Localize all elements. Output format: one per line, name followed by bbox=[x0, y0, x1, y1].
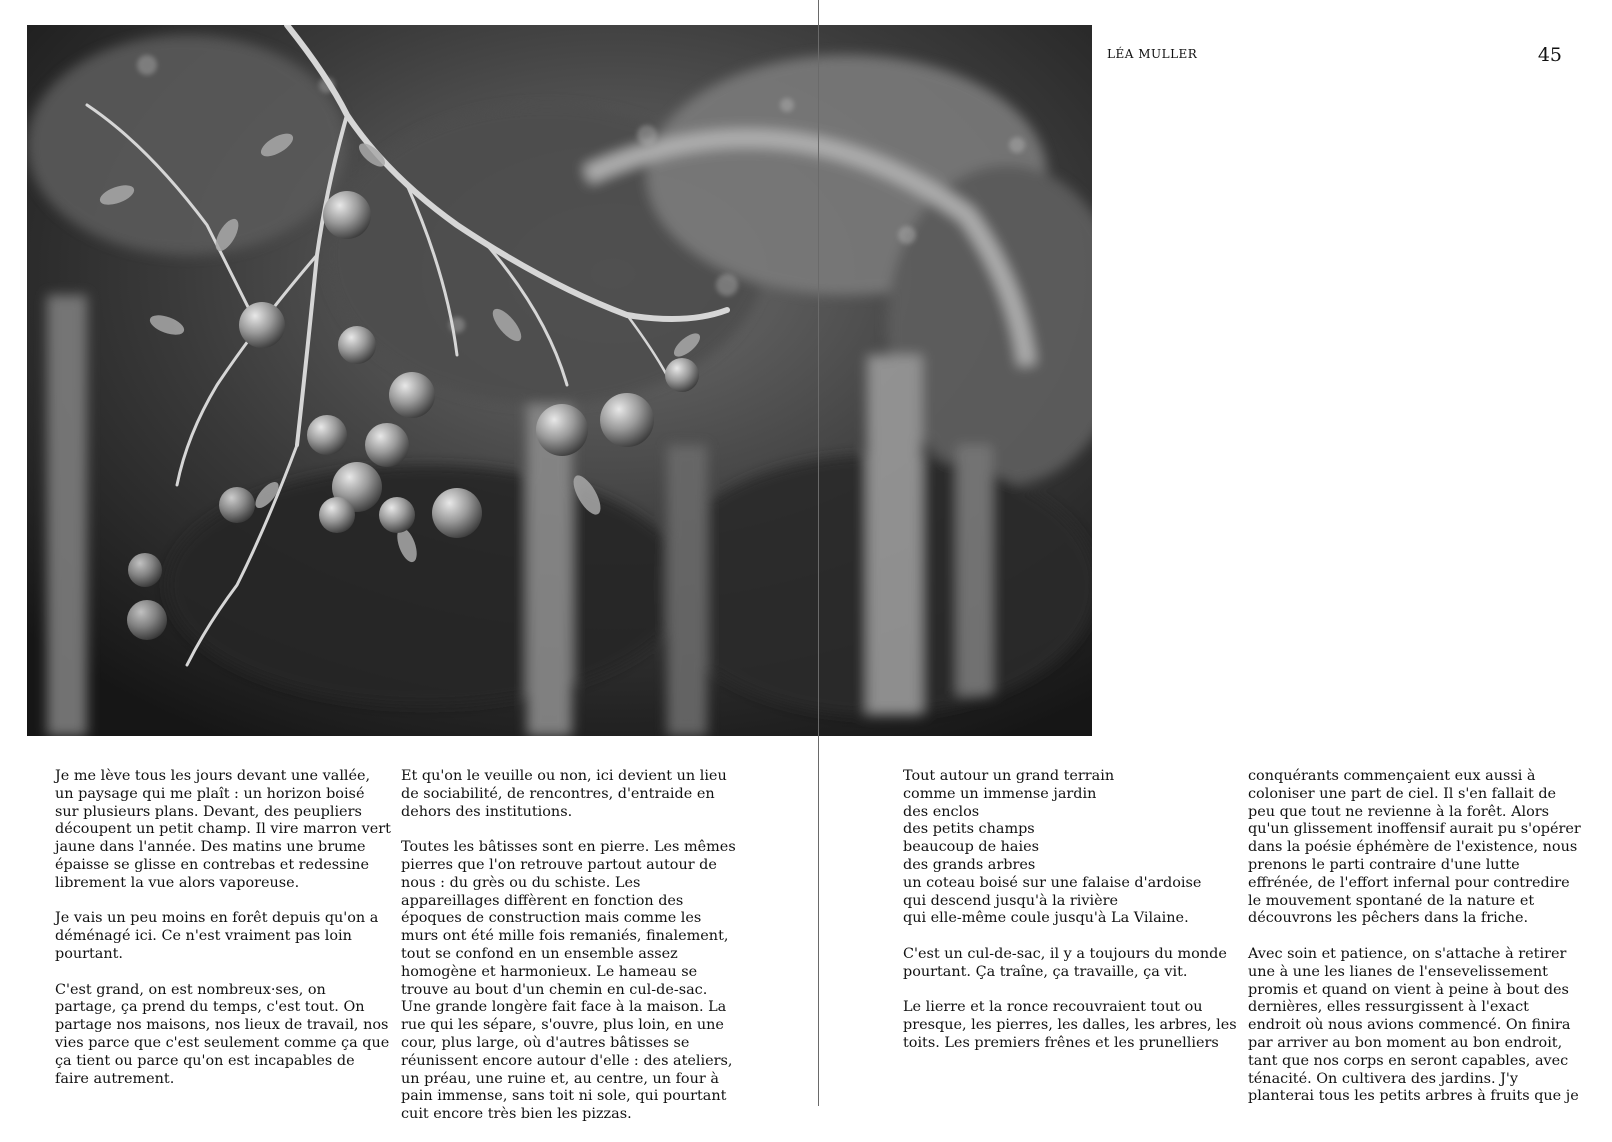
apple-orchard-photo bbox=[27, 25, 1092, 736]
poem-line: Tout autour un grand terrain bbox=[903, 768, 1115, 784]
page-number: 45 bbox=[1537, 44, 1562, 66]
poem-line: un coteau boisé sur une falaise d'ardoise bbox=[903, 874, 1202, 891]
poem-line: comme un immense jardin bbox=[903, 785, 1097, 802]
paragraph: conquérants commençaient eux aussi à coloniser une part de ciel. Il s'en fallait de peu que tout ne revienne à la forêt. Alors qu'un glissement inoffensif aurait pu s'opérer dans la poésie éphémère de l'existence, nous prenons le parti contraire d'une lutte effrénée, de l'effort infernal pour contredire le mouvement spontané de la nature et découvrons les pêchers dans la friche. bbox=[1248, 768, 1581, 927]
paragraph: Je me lève tous les jours devant une vallée, un paysage qui me plaît : un horizon boisé sur plusieurs plans. Devant, des peupliers découpent un petit champ. Il vire marron vert jaune dans l'année. Des matins une brume épaisse se glisse en contrebas et redessine librement la vue alors vaporeuse. bbox=[55, 768, 391, 891]
paragraph: C'est grand, on est nombreux·ses, on partage, ça prend du temps, c'est tout. On partage nos maisons, nos lieux de travail, nos vies parce que c'est seulement comme ça que ça tient ou parce qu'on est incapables de faire autrement. bbox=[55, 981, 390, 1087]
poem-line: des enclos bbox=[903, 803, 980, 820]
poem-stanza bbox=[903, 768, 1239, 928]
paragraph: Et qu'on le veuille ou non, ici devient un lieu de sociabilité, de rencontres, d'entraide en dehors des institutions. bbox=[401, 768, 727, 820]
paragraph: Le lierre et la ronce recouvraient tout ou presque, les pierres, les dalles, les arbres, les toits. Les premiers frênes et les prunelliers bbox=[903, 999, 1237, 1051]
running-head: LÉA MULLER bbox=[1107, 47, 1198, 61]
paragraph: Toutes les bâtisses sont en pierre. Les mêmes pierres que l'on retrouve partout autour de nous : du grès ou du schiste. Les appareillages diffèrent en fonction des époques de construction mais comme les murs ont été mille fois remaniés, finalement, tout se confond en un ensemble assez homogène et harmonieux. Le hameau se trouve au bout d'un chemin en cul-de-sac. Une grande longère fait face à la maison. La rue qui les sépare, s'ouvre, plus loin, en une cour, plus large, où d'autres bâtisses se réunissent encore autour d'elle : des ateliers, un préau, une ruine et, au centre, un four à pain immense, sans toit ni sole, qui pourtant cuit encore très bien les pizzas. bbox=[401, 839, 736, 1123]
poem-line: beaucoup de haies bbox=[903, 839, 1040, 856]
text-column-1 bbox=[55, 768, 391, 1106]
apple-branch-illustration bbox=[27, 25, 1092, 736]
text-column-2 bbox=[401, 768, 737, 1142]
poem-line: qui descend jusqu'à la rivière bbox=[903, 892, 1118, 909]
text-column-4 bbox=[1248, 768, 1584, 1124]
gutter-fold bbox=[818, 0, 819, 1106]
paragraph: Avec soin et patience, on s'attache à retirer une à une les lianes de l'ensevelissement promis et quand on vient à peine à bout des dernières, elles ressurgissent à l'exact endroit où nous avions commencé. On finira par arriver au bon moment au bon endroit, tant que nos corps en seront capables, avec ténacité. On cultivera des jardins. J'y planterai tous les petits arbres à fruits que je bbox=[1248, 945, 1579, 1105]
paragraph: Je vais un peu moins en forêt depuis qu'on a déménagé ici. Ce n'est vraiment pas loin pourtant. bbox=[55, 910, 379, 962]
text-column-3 bbox=[903, 768, 1239, 1071]
poem-line: des petits champs bbox=[903, 821, 1035, 838]
poem-line: qui elle-même coule jusqu'à La Vilaine. bbox=[903, 910, 1189, 927]
poem-line: des grands arbres bbox=[903, 856, 1036, 873]
paragraph: C'est un cul-de-sac, il y a toujours du monde pourtant. Ça traîne, ça travaille, ça vit. bbox=[903, 945, 1227, 980]
